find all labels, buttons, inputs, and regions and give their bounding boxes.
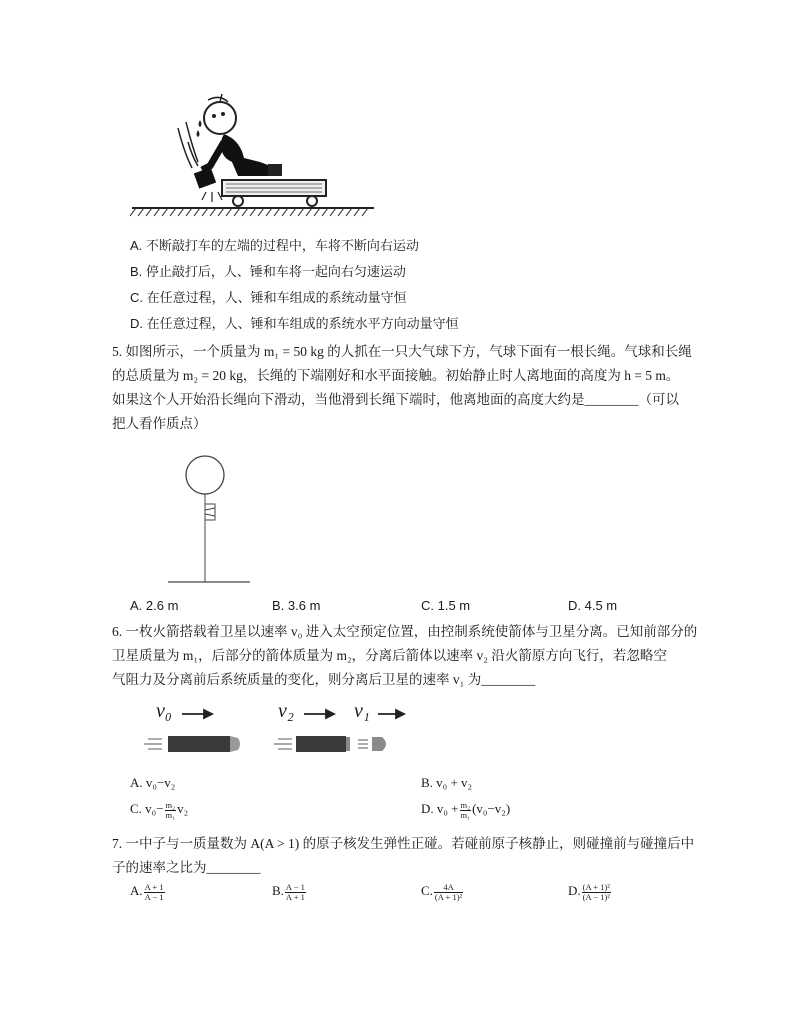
hammer-cart-figure (128, 92, 378, 220)
q5-option-b: B. 3.6 m (272, 598, 321, 613)
q4-option-a: A. 不断敲打车的左端的过程中，车将不断向右运动 (130, 238, 419, 253)
q5-stem-line-4: 把人看作质点） (112, 416, 207, 431)
q7-stem-line-1: 7. 一中子与一质量数为 A(A > 1) 的原子核发生弹性正碰。若碰前原子核静止，则碰撞前与碰撞后中 (112, 836, 695, 851)
q7-option-c: C. $\frac{4A}{\text{(A + 1)²}}$ (421, 881, 463, 902)
q6-option-d: D. v₀ + $\frac{\text{m₂}}{\text{m₁}}$ (v₀−v₂) (421, 799, 511, 820)
q7-option-b: B. $\frac{A - 1}{A + 1}$ (272, 881, 305, 902)
velocity-label-v1: v₁ (354, 700, 370, 722)
q5-option-d: D. 4.5 m (568, 598, 618, 613)
q6-stem-line-1: 6. 一枚火箭搭载着卫星以速率 v₀ 进入太空预定位置，由控制系统使箭体与卫星分离。已知前部分的 (112, 624, 698, 639)
q6-stem-line-2: 卫星质量为 m₁，后部分的箭体质量为 m₂，分离后箭体以速率 v₂ 沿火箭原方向飞行，若忽略空 (112, 648, 667, 663)
q6-stem-line-3: 气阻力及分离前后系统质量的变化，则分离后卫星的速率 v₁ 为________ (112, 672, 536, 687)
q7-option-a: A. $\frac{A + 1}{A - 1}$ (130, 881, 164, 902)
q5-stem-line-1: 5. 如图所示，一个质量为 m₁ = 50 kg 的人抓在一只大气球下方，气球下面有一根长绳。气球和长绳 (112, 344, 692, 359)
q4-option-c: C. 在任意过程，人、锤和车组成的系统动量守恒 (130, 290, 407, 305)
q7-option-d: D. $\frac{\text{(A + 1)²}}{\text{(A − 1)²}}$ (568, 881, 610, 902)
q5-stem-line-2: 的总质量为 m₂ = 20 kg，长绳的下端刚好和水平面接触。初始静止时人离地面的高度为 h = 5 m。 (112, 368, 680, 383)
q6-option-c: C. v₀− $\frac{\text{m₂}}{\text{m₁}}$ v₂ (130, 799, 189, 820)
q6-option-a: A. v₀−v₂ (130, 775, 176, 790)
q4-option-d: D. 在任意过程，人、锤和车组成的系统水平方向动量守恒 (130, 316, 459, 331)
q4-option-b: B. 停止敲打后，人、锤和车将一起向右匀速运动 (130, 264, 406, 279)
velocity-label-v0: v₀ (156, 700, 172, 722)
q6-option-b: B. v₀ + v₂ (421, 775, 473, 790)
q7-stem-line-2: 子的速率之比为________ (112, 860, 261, 875)
balloon-rope-figure (160, 450, 260, 590)
q5-option-a: A. 2.6 m (130, 598, 179, 613)
velocity-label-v2: v₂ (278, 700, 294, 722)
q5-stem-line-3: 如果这个人开始沿长绳向下滑动，当他滑到长绳下端时，他离地面的高度大约是________（可以 (112, 392, 679, 407)
rocket-figure (128, 700, 418, 764)
q5-option-c: C. 1.5 m (421, 598, 471, 613)
